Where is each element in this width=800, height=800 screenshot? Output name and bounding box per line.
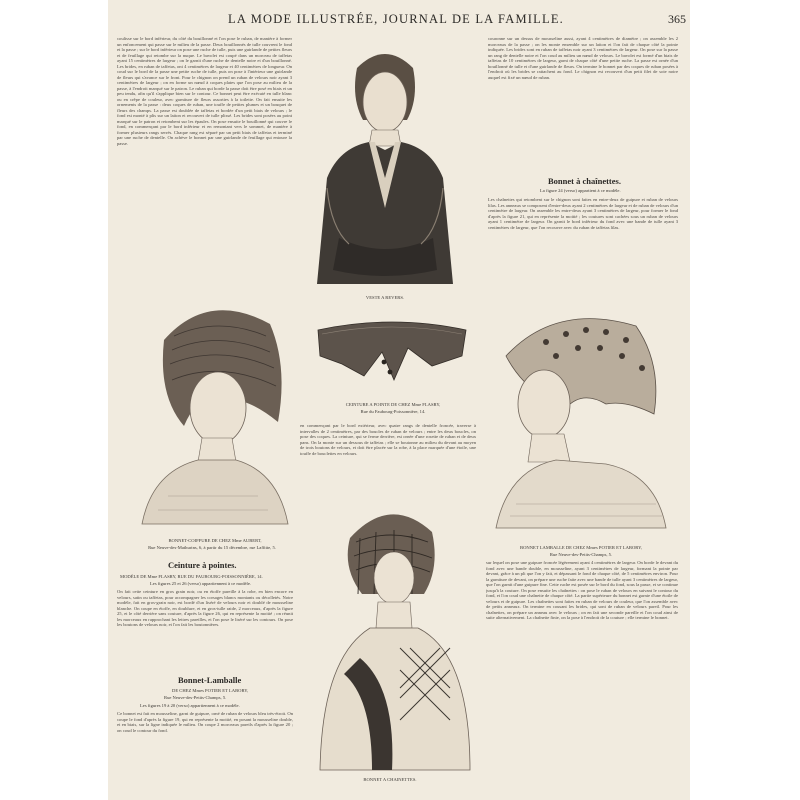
text-middle-center: en commençant par le bord extérieur, avec quatre rangs de dentelle froncée, traverse à intervalles de 2 centimètres, par des boucles de ruban de velours ; entre les deux boucles, on pose des coques. La ceinture, qui se ferme derrière, est ornée d'une rosette de ruban et de deux pans. On la monte sur un dessous de taffetas ; elle se boutonne au milieu du devant au moyen de trois boutons de velours, et doit être placée sur la robe, à la place marquée d'une étoile, une touffe de bouclettes en velours. — [300, 423, 476, 456]
illustration-veste-a-revers — [287, 38, 483, 286]
caption-ceinture-2: Rue du Faubourg-Poissonnière, 14. — [360, 409, 426, 414]
text-bonnet-lamballe: Ce bonnet est fait en mousseline, garni de guipure, orné de ruban de velours bleu très-étroit. On coupe le fond d'après la figure 19, qui en représente la moitié, en posant la mousseline double, et en biais, sur la ligne indiquée le milieu. On coupe 2 morceaux pareils d'après la figure 20 ; on coud le contour du fond. — [117, 711, 293, 733]
subheading-lamballe-address: Rue Neuve-des-Petits-Champs, 5. — [164, 695, 227, 700]
heading-ceinture: Ceinture à pointes. — [168, 560, 237, 570]
caption-lamballe-1: BONNET LAMBALLE DE CHEZ Mmes POTIER ET LABORY, — [520, 545, 642, 550]
text-column-right-mid: Les chaînettes qui retombent sur le chignon sont faites en entre-deux de guipure et ruban de velours lilas. Les anneaux se composent d'entre-deux ayant 2 centimètres de largeur et de ruban de velours d'un centimètre de largeur. On assemble les entre-deux ayant 3 centimètres de largeur, pour former le fond d'après la figure 21, qui en représente la moitié ; les coutures sont cachées sous un ruban de velours ayant 1 centimètre de largeur. On garnit le bord inférieur du fond avec une bande de tulle ayant 3 centimètres de largeur, que l'on recouvre avec du ruban de taffetas lilas. — [488, 197, 678, 230]
subheading-lamballe-figures: Les figures 19 à 20 (verso) appartiennent à ce modèle. — [140, 703, 240, 708]
caption-lamballe-2: Rue Neuve-des-Petits-Champs, 5. — [549, 552, 613, 557]
subheading-lamballe-maker: DE CHEZ Mmes POTIER ET LABORY, — [172, 688, 249, 693]
subheading-bonnet-chainettes: La figure 24 (verso) appartient à ce modèle. — [540, 188, 621, 193]
heading-bonnet-chainettes: Bonnet à chaînettes. — [548, 176, 621, 186]
caption-bonnet-coiffure-2: Rue Neuve-des-Mathurins, 6, à partir du 15 décembre, rue Laffitte, 5. — [148, 545, 276, 550]
illustration-bonnet-coiffure — [128, 296, 296, 526]
illustration-bonnet-chainettes — [300, 498, 480, 772]
text-column-right-bottom: sur lequel on pose une guipure froncée légèrement ayant 4 centimètres de largeur. On borde le devant du fond avec une bande double, en mousseline, ayant 3 centimètres de largeur, formant la pointe par devant, grâce à un pli que l'on y fait, et dépassant le fond de chaque côté, de 5 centimètres environ. Pour la garniture de devant, on prépare une ruche faite avec une bande de tulle ayant 3 centimètres de largeur, que l'on garnit d'une guipure fine. Cette ruche est posée sur le bord du fond, sous la passe, et se continue jusqu'à la couture. On pose ensuite les chaînettes : on pose le ruban de velours en suivant le contour du fond, et l'on coud une chaînette de chaque côté. La partie supérieure du bonnet est garnie d'une étoile de velours et de guipure. Les chaînettes sont faites en ruban de velours de couleur, que l'on assemble avec de petits anneaux. On termine en cousant les brides, qui sont de ruban de velours pareil. Pour les chaînettes, on prépare un anneau avec le velours ; on en fait une seconde pareille et l'on coud ainsi de suite alternativement. La chaînette finie, on la pose à l'endroit de la couture ; elle termine le bonnet. — [486, 560, 678, 620]
subheading-ceinture-model: MODÈLE DE Mme FLASRY, RUE DU FAUBOURG-POISSONNIÈRE, 14. — [120, 574, 263, 579]
text-column-left-top: coulisse sur le bord inférieur, du côté du bouillonné et l'on pose le ruban, de manière à former un enfoncement qui passe sur le milieu de la passe. Deux bouillonnés de tulle couvrent le fond et la passe ; sur le bord inférieur on pose une ruche de tulle, puis une guirlande de petites fleurs et de feuillage qui retombe sur la nuque. Le bavolet est coupé dans un morceau de taffetas ayant 15 centimètres de largeur ; on le garnit d'une ruche de dentelle noire et d'un bouillonné. Les brides, en ruban de taffetas, ont 4 centimètres de largeur et 40 centimètres de longueur. On coud sur le bord de la passe une petite ruche de tulle, puis on pose à l'intérieur une guirlande de fleurs qui s'avance sur le front. Pour le chignon on prend un ruban de velours noir ayant 3 centimètres de largeur ; on en forme un nœud à coques plates que l'on pose au milieu de la passe, à l'endroit marqué sur le patron. Le ruban qui borde la passe doit être posé en biais et un peu tendu, afin qu'il s'applique bien sur le contour. Ce bonnet peut être exécuté en tulle blanc ou en crêpe de couleur, avec garniture de fleurs assorties à la toilette. On fait ensuite les ornements de la passe : deux coques de ruban, une touffe de petites plumes et un bouquet de fleurs des champs. La passe est doublée de taffetas et bordée d'un petit biais de velours ; le fond est monté à plis sur un laiton et recouvert de tulle plissé. Les brides sont posées au point marqué sur le patron et retombent sur les épaules. On pose ensuite le bouillonné qui couvre le fond, en commençant par le bord inférieur et en remontant vers le sommet, de manière à former plusieurs rangs serrés. Chaque rang est séparé par un petit biais de taffetas et terminé par une ruche de dentelle. On achève le bonnet par une guirlande de feuillage qui entoure la passe. — [117, 36, 292, 146]
caption-bonnet-coiffure-1: BONNET-COIFFURE DE CHEZ Mme AUBERT, — [168, 538, 262, 543]
page-number: 365 — [668, 12, 686, 26]
subheading-ceinture-figures: Les figures 25 et 26 (verso) appartiennent à ce modèle. — [150, 581, 252, 586]
text-column-right-top: couronne sur un dessus de mousseline aussi, ayant 4 centimètres de diamètre ; on assemble les 2 morceaux de la passe ; on les monte ensemble sur un laiton et l'on fait de chaque côté la pointe indiquée. Les brides sont en ruban de taffetas noir ayant 3 centimètres de largeur. On pose sur la passe un rang de dentelle noire et l'on coud au milieu un nœud de velours. Le bavolet est formé d'un biais de taffetas de 10 centimètres de largeur, garni de chaque côté d'une petite ruche. La passe est ornée d'un bouillonné de tulle et d'une guirlande de fleurs. On termine le bonnet par des coques de ruban posées à l'endroit où les brides se rattachent au fond. Le chignon est recouvert d'un petit filet de soie noire auquel est fixé un nœud de ruban. — [488, 36, 678, 80]
page-header — [108, 12, 690, 28]
caption-veste: VESTE A REVERS. — [365, 295, 405, 300]
caption-ceinture-1: CEINTURE A POINTE DE CHEZ Mme FLASRY, — [345, 402, 441, 407]
text-ceinture: On fait cette ceinture en gros grain noir, ou en étoffe pareille à la robe, en bien encore en velours, satin ou taffetas, pour accompagner les corsages blancs montants ou décolletés. Notre modèle, fait en gros-grain noir, est bordé d'un liséré de velours noir et doublé de mousseline blanche. On coupe en étoffe, en doublure, et en gros-tulle raide, 2 morceaux, d'après la figure 25, et le côté derrière sans couture, d'après la figure 26, qui en représente la moitié ; on réunit les morceaux en rapprochant les lettres pareilles, et l'on pose le liséré sur les contours. On pose les boutons de velours noir, et l'on fait les boutonnières. — [117, 589, 293, 627]
heading-bonnet-lamballe: Bonnet-Lamballe — [178, 675, 242, 685]
journal-title: LA MODE ILLUSTRÉE, JOURNAL DE LA FAMILLE. — [228, 12, 564, 26]
illustration-bonnet-lamballe — [486, 304, 676, 530]
illustration-ceinture — [312, 316, 472, 398]
caption-chainettes: BONNET A CHAINETTES. — [363, 777, 417, 782]
